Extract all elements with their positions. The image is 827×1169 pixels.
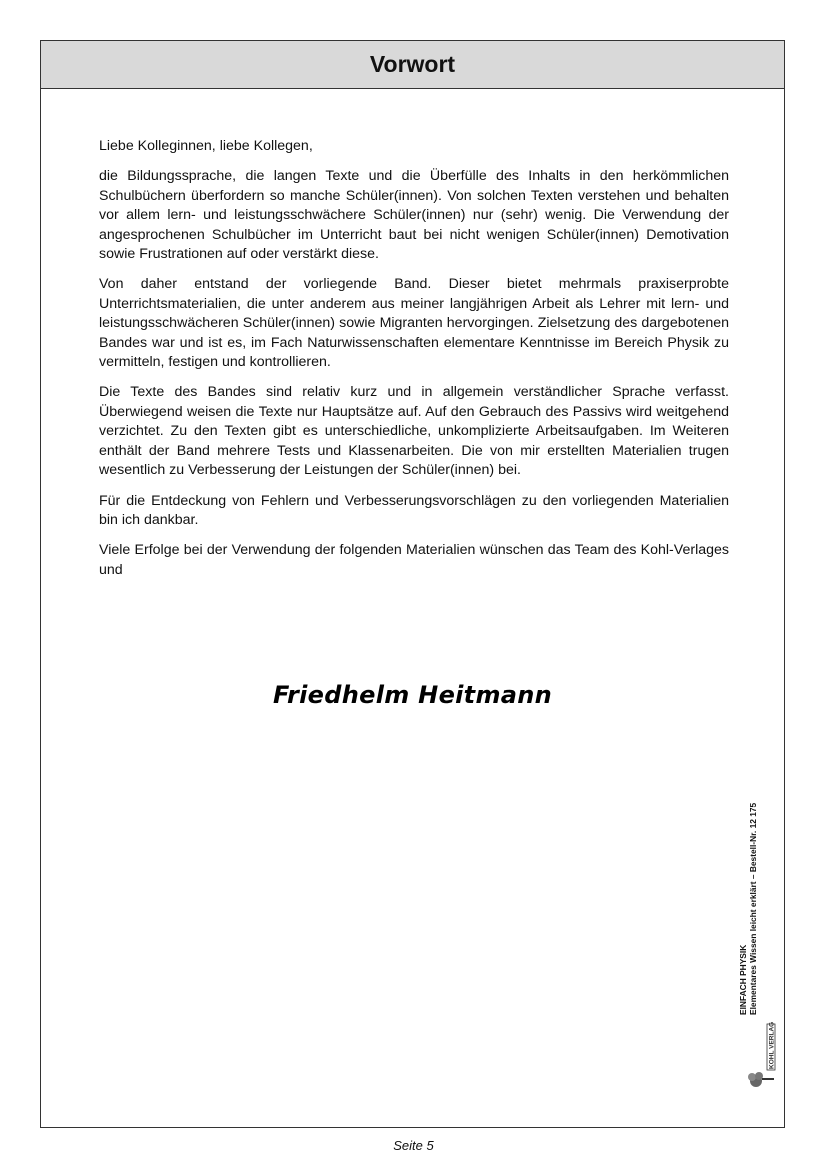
publisher-logo-text: KOHL VERLAG <box>768 1022 776 1069</box>
book-subtitle-order-number: Elementares Wissen leicht erklärt – Bestell-Nr. 12 175 <box>748 802 758 1015</box>
page-title: Vorwort <box>369 51 456 77</box>
paragraph-4: Für die Entdeckung von Fehlern und Verbesserungsvorschlägen zu den vorliegenden Materialien bin ich dankbar. <box>99 492 729 528</box>
preface-body <box>99 137 729 591</box>
author-signature: Friedhelm Heitmann <box>272 681 553 709</box>
page-frame <box>40 40 785 1128</box>
greeting: Liebe Kolleginnen, liebe Kollegen, <box>99 138 313 154</box>
paragraph-3: Die Texte des Bandes sind relativ kurz und in allgemein verständlicher Sprache verfasst. Überwiegend weisen die Texte nur Hauptsätze auf. Auf den Gebrauch des Passivs wird weitgehend verzichtet. Zu den Texten gibt es unterschiedliche, unkomplizierte Arbeitsaufgaben. Im Weiteren enthält der Band mehrere Tests und Klassenarbeiten. Die von mir erstellten Materialien trugen wesentlich zu Verbesserung der Leistungen der Schüler(innen) bei. <box>99 384 729 479</box>
paragraph-2: Von daher entstand der vorliegende Band. Dieser bietet mehrmals praxiserprobte Unterrichtsmaterialien, die unter anderem aus meiner langjährigen Arbeit als Lehrer mit lern- und leistungsschwächeren Schüler(innen) sowie Migranten hervorgingen. Zielsetzung des dargebotenen Bandes war und ist es, im Fach Naturwissenschaften elementare Kenntnisse im Bereich Physik zu vermitteln, festigen und kontrollieren. <box>99 276 729 371</box>
book-info-vertical <box>738 803 758 1015</box>
page-number: Seite 5 <box>393 1138 434 1153</box>
paragraph-5: Viele Erfolge bei der Verwendung der folgenden Materialien wünschen das Team des Kohl-Verlages und <box>99 542 729 578</box>
paragraph-1: die Bildungssprache, die langen Texte und die Überfülle des Inhalts in den herkömmlichen Schulbüchern überfordern so manche Schüler(innen). Von solchen Texten verstehen und behalten vor allem lern- und leistungsschwächere Schüler(innen) nur (sehr) wenig. Die Verwendung der angesprochenen Schulbücher im Unterricht baut bei nicht wenigen Schüler(innen) Demotivation sowie Frustrationen auf oder verstärkt diese. <box>99 168 729 263</box>
series-title: EINFACH PHYSIK <box>738 944 748 1015</box>
publisher-logo-icon <box>745 1022 781 1090</box>
title-bar <box>41 41 784 89</box>
